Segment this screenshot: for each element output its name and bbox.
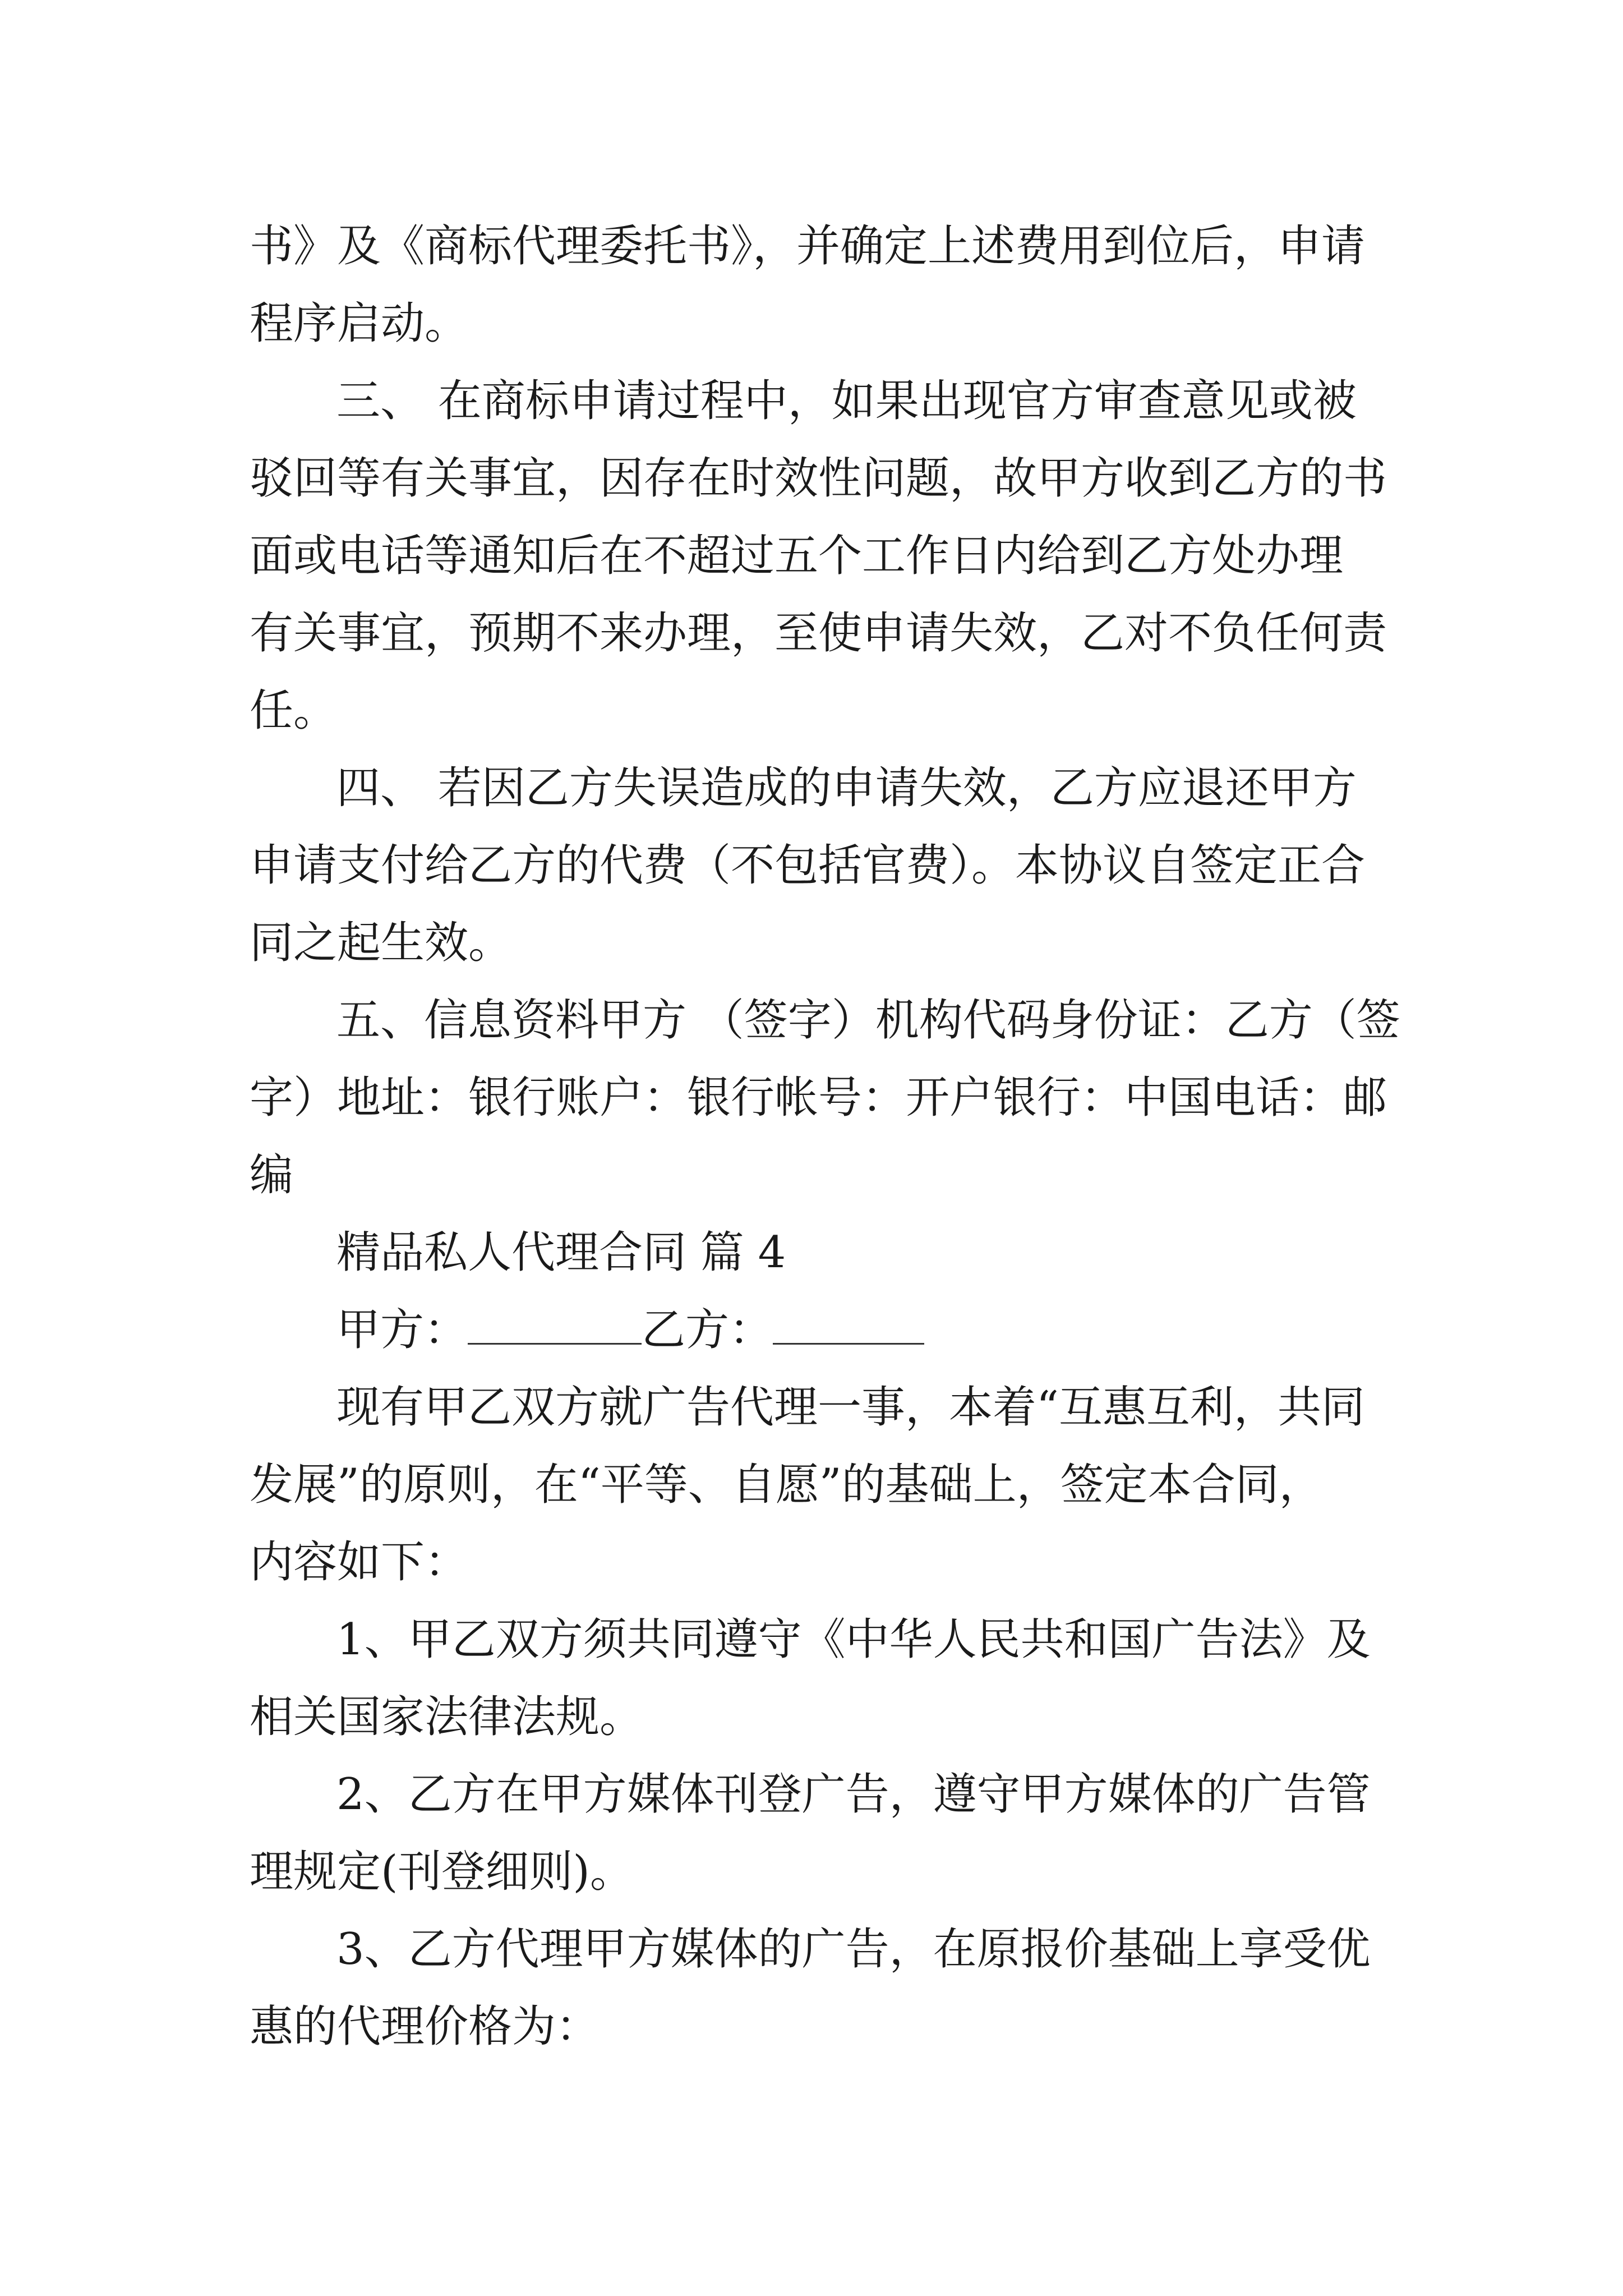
- paragraph-line: 同之起生效。: [250, 918, 513, 968]
- paragraph-line: 面或电话等通知后在不超过五个工作日内给到乙方处办理: [250, 531, 1344, 581]
- party-a-blank: [468, 1307, 642, 1345]
- paragraph-line: 理规定(刊登细则)。: [250, 1847, 634, 1897]
- paragraph-line: 字）地址：银行账户：银行帐号：开户银行：中国电话：邮: [250, 1073, 1387, 1123]
- paragraph-line: 三、 在商标申请过程中，如果出现官方审查意见或被: [336, 376, 1357, 426]
- paragraph-line: 3、乙方代理甲方媒体的广告，在原报价基础上享受优: [336, 1924, 1371, 1975]
- paragraph-line: 任。: [250, 685, 338, 736]
- party-b-blank: [773, 1307, 924, 1345]
- paragraph-line: 书》及《商标代理委托书》，并确定上述费用到位后，申请: [250, 221, 1366, 272]
- paragraph-line: 编: [250, 1150, 294, 1200]
- paragraph-line: 惠的代理价格为：: [250, 2001, 600, 2052]
- paragraph-line: 申请支付给乙方的代费（不包括官费）。本协议自签定正合: [250, 840, 1366, 891]
- paragraph-line: 内容如下：: [250, 1537, 469, 1588]
- paragraph-line: 四、 若因乙方失误造成的申请失效，乙方应退还甲方: [336, 763, 1357, 813]
- paragraph-line: 相关国家法律法规。: [250, 1692, 644, 1742]
- party-a-label: 甲方：: [336, 1305, 468, 1355]
- paragraph-line: 2、乙方在甲方媒体刊登广告，遵守甲方媒体的广告管: [336, 1769, 1371, 1820]
- party-b-label: 乙方：: [642, 1305, 773, 1355]
- paragraph-line: 有关事宜，预期不来办理，至使申请失效，乙对不负任何责: [250, 608, 1387, 659]
- paragraph-line: 驳回等有关事宜，因存在时效性问题，故甲方收到乙方的书: [250, 453, 1387, 504]
- paragraph-line: 1、甲乙双方须共同遵守《中华人民共和国广告法》及: [336, 1614, 1371, 1665]
- paragraph-line: 五、信息资料甲方 （签字）机构代码身份证：乙方（签: [336, 995, 1400, 1046]
- paragraph-line: 程序启动。: [250, 298, 469, 349]
- paragraph-line: 发展”的原则，在“平等、自愿”的基础上，签定本合同，: [250, 1460, 1323, 1510]
- party-line: [336, 1291, 1475, 1369]
- paragraph-line: 现有甲乙双方就广告代理一事，本着“互惠互利，共同: [336, 1382, 1365, 1433]
- section-heading: 精品私人代理合同 篇 4: [336, 1227, 786, 1278]
